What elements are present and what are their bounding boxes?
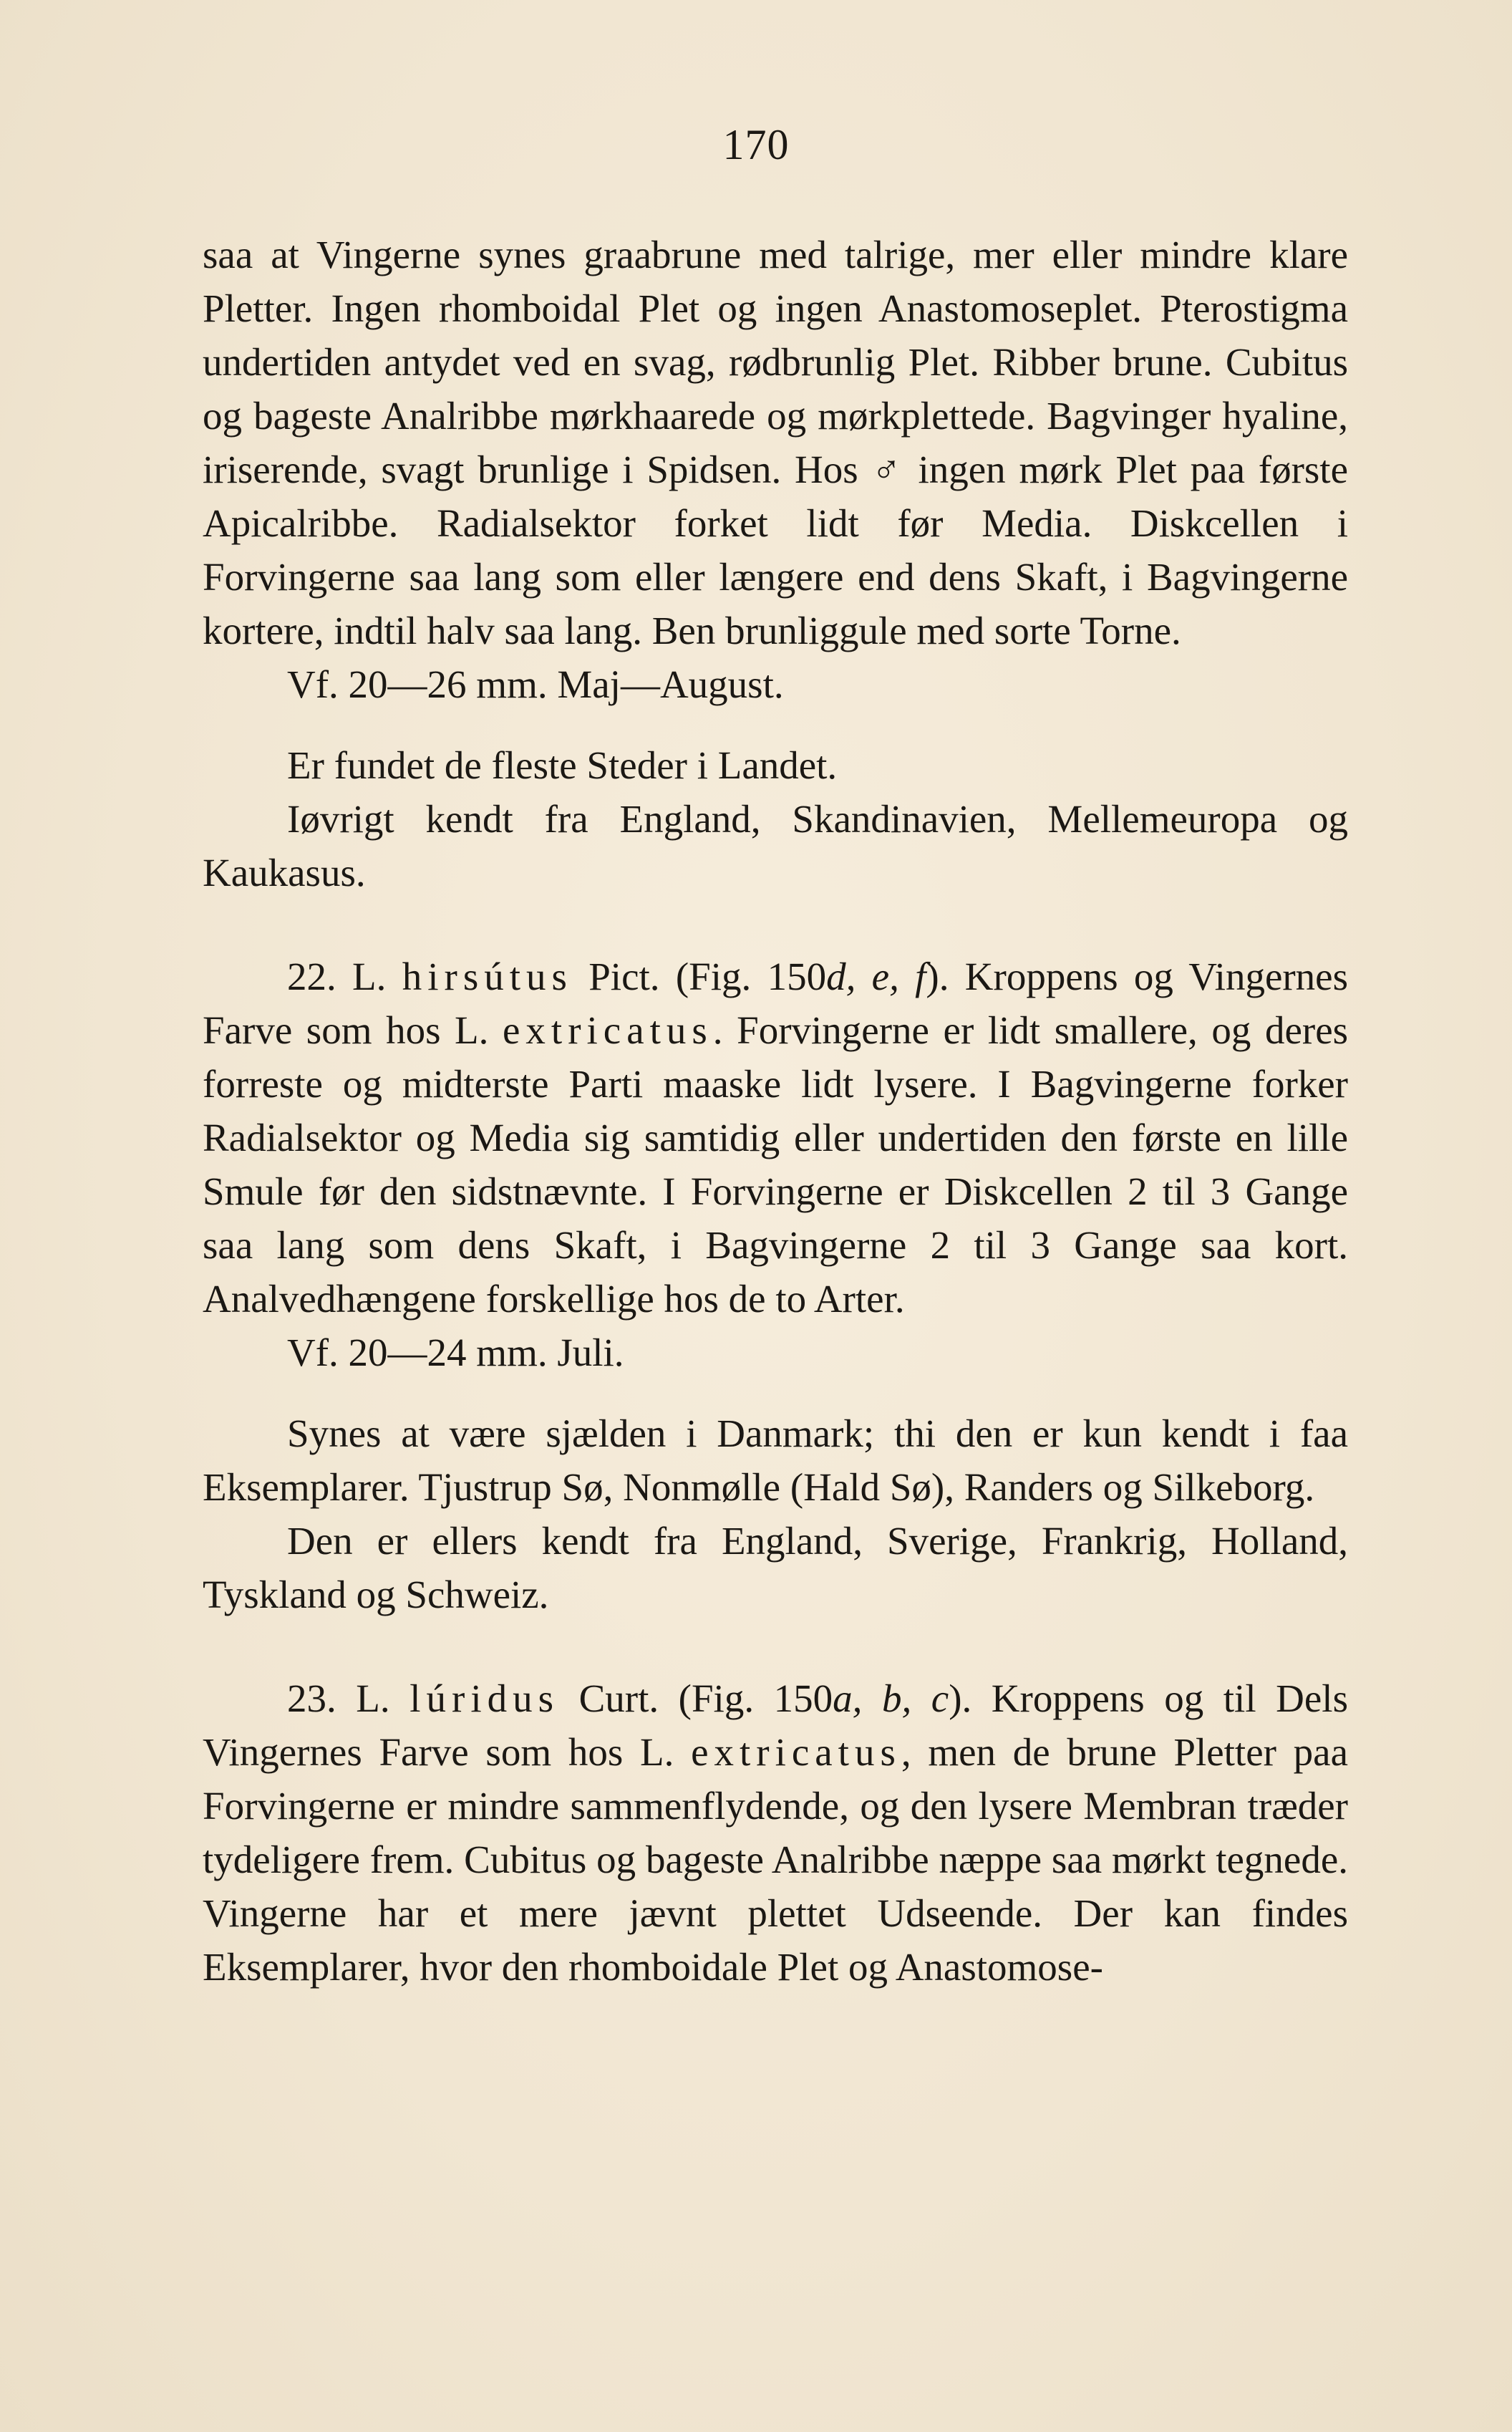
spacer — [203, 1621, 1348, 1671]
spacer — [203, 899, 1348, 950]
author-figure-ref: Pict. (Fig. 150 — [588, 955, 827, 998]
paragraph-distribution-denmark: Synes at være sjælden i Danmark; thi den er kun kendt i faa Eksemplarer. Tjustrup Sø, Nonmølle (Hald Sø), Randers og Silkeborg. — [203, 1412, 1348, 1509]
paragraph-distribution-abroad: Den er ellers kendt fra England, Sverige, Frankrig, Holland, Tyskland og Schweiz. — [203, 1519, 1348, 1616]
figure-letters: d, e, f — [826, 955, 926, 998]
description-start: ). Kroppens og til Dels Vingernes Farve som hos L. — [203, 1676, 1348, 1774]
spacer — [203, 1379, 1348, 1406]
species-number: 22. L. — [287, 955, 387, 998]
page-number: 170 — [722, 121, 790, 168]
description-start: ). Kroppens og Vingernes Farve som hos L. — [203, 955, 1348, 1052]
paragraph-species-22 — [203, 950, 1348, 1326]
paragraph-description-continued: saa at Vingerne synes graabrune med talrige, mer eller mindre klare Pletter. Ingen rhomboidal Plet og ingen Anastomoseplet. Pterostigma undertiden antydet ved en svag, rødbrunlig Plet. Ribber brune. Cubitus og bageste Analribbe mørkhaarede og mørkplettede. Bagvinger hyaline, iriserende, svagt brunlige i Spidsen. Hos ♂ ingen mørk Plet paa første Apicalribbe. Radialsektor forket lidt før Media. Diskcellen i Forvingerne saa lang som eller længere end dens Skaft, i Bagvingerne kortere, indtil halv saa lang. Ben brunliggule med sorte Torne. — [203, 233, 1348, 652]
figure-letters: a, b, c — [833, 1676, 949, 1720]
body-text — [203, 228, 1348, 1994]
paragraph-species-23 — [203, 1671, 1348, 1994]
species-name: hirsútus — [402, 955, 573, 998]
paragraph-distribution-denmark: Er fundet de fleste Steder i Landet. — [287, 743, 838, 787]
paragraph-wingspan-season: Vf. 20—24 mm. Juli. — [287, 1331, 624, 1374]
description-rest: . Forvingerne er lidt smallere, og deres forreste og midterste Parti maaske lidt lysere. I Bagvingerne forker Radialsektor og Media sig samtidig eller undertiden den første en lille Smule før den sidstnævnte. I Forvingerne er Diskcellen 2 til 3 Gange saa lang som dens Skaft, i Bagvingerne 2 til 3 Gange saa kort. Analvedhængene forskellige hos de to Arter. — [203, 1008, 1349, 1321]
author-figure-ref: Curt. (Fig. 150 — [578, 1676, 833, 1720]
description-rest: , men de brune Pletter paa Forvingerne er mindre sammenflydende, og den lysere Membran træder tydeligere frem. Cubitus og bageste Analribbe næppe saa mørkt tegnede. Vingerne har et mere jævnt plettet Udseende. Der kan findes Eksemplarer, hvor den rhomboidale Plet og Anastomose- — [203, 1730, 1348, 1989]
species-name: lúridus — [410, 1676, 559, 1720]
species-number: 23. L. — [287, 1676, 390, 1720]
reference-species: extricatus — [691, 1730, 901, 1774]
paragraph-distribution-abroad: Iøvrigt kendt fra England, Skandinavien, Mellemeuropa og Kaukasus. — [203, 797, 1348, 894]
reference-species: extricatus — [503, 1008, 713, 1052]
spacer — [203, 711, 1348, 738]
paragraph-wingspan-season: Vf. 20—26 mm. Maj—August. — [287, 662, 784, 706]
